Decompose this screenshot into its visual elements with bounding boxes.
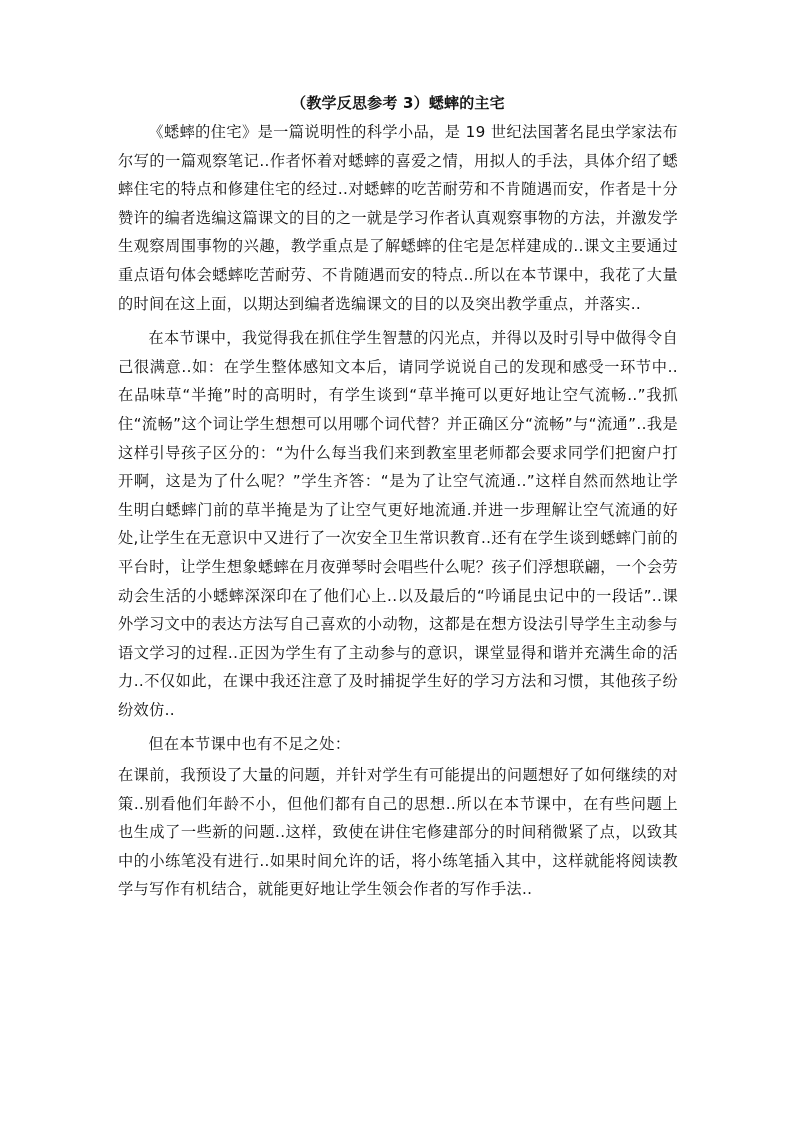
paragraph-intro: 《蟋蟀的住宅》是一篇说明性的科学小品，是 19 世纪法国著名昆虫学家法布尔写的一篇观察笔记..作者怀着对蟋蟀的喜爱之情，用拟人的手法，具体介绍了蟋蟀住宅的特点和修建住宅的经过..对蟋蟀的吃苦耐劳和不肯随遇而安，作者是十分赞许的编者选编这篇课文的目的之一就是学习作者认真观察事物的方法，并激发学生观察周围事物的兴趣，教学重点是了解蟋蟀的住宅是怎样建成的..课文主要通过重点语句体会蟋蟀吃苦耐劳、不肯随遇而安的特点..所以在本节课中，我花了大量的时间在这上面，以期达到编者选编课文的目的以及突出教学重点，并落实.. [118, 123, 678, 313]
paragraph-highlights: 在本节课中，我觉得我在抓住学生智慧的闪光点，并得以及时引导中做得令自己很满意..如：在学生整体感知文本后，请同学说说自己的发现和感受一环节中..在品味草“半掩”时的高明时，有学生谈到“草半掩可以更好地让空气流畅..”我抓住“流畅”这个词让学生想想可以用哪个词代替？并正确区分“流畅”与“流通”..我是这样引导孩子区分的：“为什么每当我们来到教室里老师都会要求同学们把窗户打开啊，这是为了什么呢？”学生齐答：“是为了让空气流通..”这样自然而然地让学生明白蟋蟀门前的草半掩是为了让空气更好地流通.并进一步理解让空气流通的好处,让学生在无意识中又进行了一次安全卫生常识教育..还有在学生谈到蟋蟀门前的平台时，让学生想象蟋蟀在月夜弹琴时会唱些什么呢？孩子们浮想联翩，一个会劳动会生活的小蟋蟀深深印在了他们心上..以及最后的“吟诵昆虫记中的一段话”..课外学习文中的表达方法写自己喜欢的小动物，这都是在想方设法引导学生主动参与语文学习的过程..正因为学生有了主动参与的意识，课堂显得和谐并充满生命的活力..不仅如此，在课中我还注意了及时捕捉学生好的学习方法和习惯，其他孩子纷纷效仿.. [118, 329, 678, 719]
paragraph-shortcomings-heading: 但在本节课中也有不足之处： [148, 735, 351, 754]
document-body [118, 92, 678, 910]
paragraph-shortcomings: 在课前，我预设了大量的问题，并针对学生有可能提出的问题想好了如何继续的对策..别看他们年龄不小，但他们都有自己的思想..所以在本节课中，在有些问题上也生成了一些新的问题..这样，致使在讲住宅修建部分的时间稍微紧了点，以致其中的小练笔没有进行..如果时间允许的话，将小练笔插入其中，这样就能将阅读教学与写作有机结合，就能更好地让学生领会作者的写作手法.. [118, 766, 678, 899]
document-title: （教学反思参考 3）蟋蟀的主宅 [291, 94, 505, 112]
